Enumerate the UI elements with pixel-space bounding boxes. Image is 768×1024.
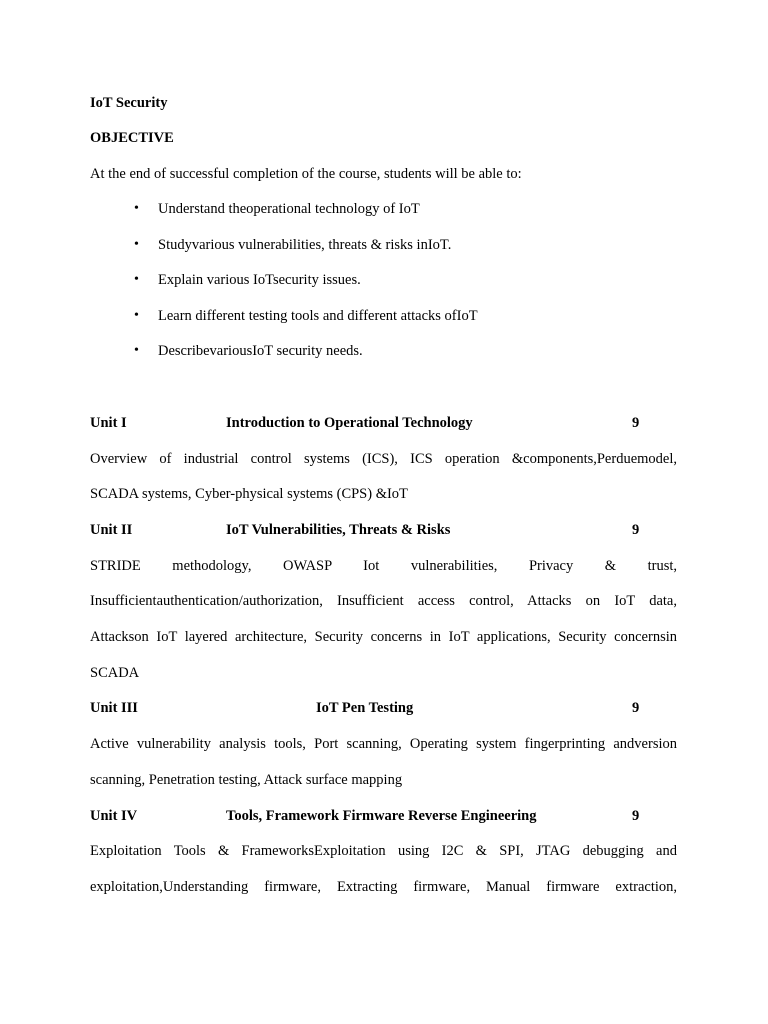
objective-text: Studyvarious vulnerabilities, threats & risks inIoT.: [158, 237, 452, 253]
objective-text: DescribevariousIoT security needs.: [158, 343, 363, 359]
unit-hours: 9: [632, 415, 640, 431]
bullet-icon: •: [134, 272, 139, 287]
unit-body-line: Overview of industrial control systems (ICS), ICS operation &components,Perduemodel,: [90, 451, 677, 467]
unit-body-line: SCADA systems, Cyber-physical systems (CPS) &IoT: [90, 486, 408, 502]
unit-body-line: Exploitation Tools & FrameworksExploitation using I2C & SPI, JTAG debugging and: [90, 843, 677, 859]
unit-title: Tools, Framework Firmware Reverse Engineering: [226, 808, 537, 824]
unit-hours: 9: [632, 522, 640, 538]
unit-body-line: exploitation,Understanding firmware, Extracting firmware, Manual firmware extraction,: [90, 879, 677, 895]
unit-heading: [90, 807, 677, 825]
unit-label: Unit I: [90, 415, 127, 431]
unit-body-line: Active vulnerability analysis tools, Port scanning, Operating system fingerprinting andversion: [90, 736, 677, 752]
bullet-icon: •: [134, 237, 139, 252]
document-title: IoT Security: [90, 95, 168, 111]
unit-body-line: STRIDE methodology, OWASP Iot vulnerabilities, Privacy & trust,: [90, 558, 677, 574]
bullet-icon: •: [134, 308, 139, 323]
unit-label: Unit II: [90, 522, 133, 538]
objective-intro: At the end of successful completion of the course, students will be able to:: [90, 166, 522, 182]
unit-title: IoT Vulnerabilities, Threats & Risks: [226, 522, 451, 538]
unit-body-line: scanning, Penetration testing, Attack surface mapping: [90, 772, 403, 788]
unit-hours: 9: [632, 700, 640, 716]
unit-body-line: Insufficientauthentication/authorization, Insufficient access control, Attacks on IoT data,: [90, 593, 677, 609]
unit-heading: [90, 521, 677, 539]
unit-heading: [90, 699, 677, 717]
unit-body-line: Attackson IoT layered architecture, Security concerns in IoT applications, Security concernsin: [90, 629, 677, 645]
unit-label: Unit IV: [90, 808, 138, 824]
objective-text: Understand theoperational technology of IoT: [158, 201, 420, 217]
unit-label: Unit III: [90, 700, 138, 716]
objective-text: Explain various IoTsecurity issues.: [158, 272, 361, 288]
unit-title: IoT Pen Testing: [316, 700, 414, 716]
unit-body-line: SCADA: [90, 665, 140, 681]
objective-text: Learn different testing tools and different attacks ofIoT: [158, 308, 478, 324]
objective-heading: OBJECTIVE: [90, 130, 174, 146]
bullet-icon: •: [134, 343, 139, 358]
unit-hours: 9: [632, 808, 640, 824]
unit-heading: [90, 414, 677, 432]
bullet-icon: •: [134, 201, 139, 216]
unit-title: Introduction to Operational Technology: [226, 415, 473, 431]
